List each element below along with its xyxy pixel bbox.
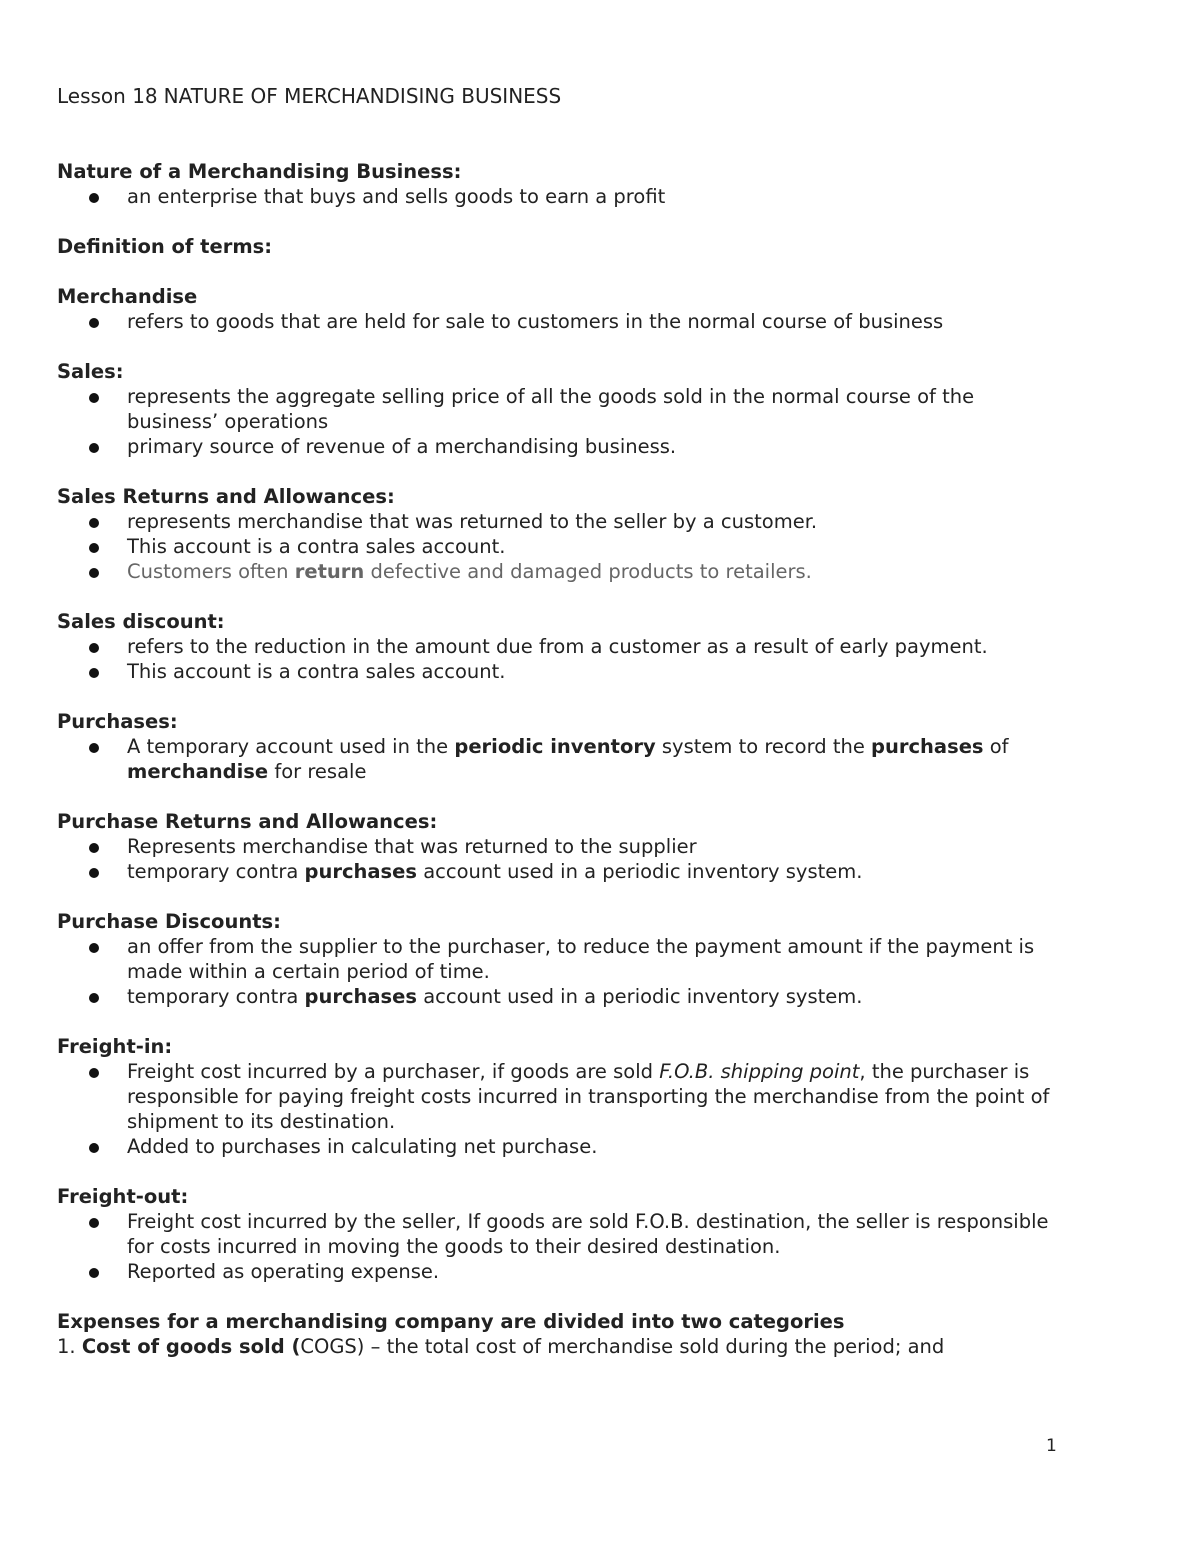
bullet-list-nature <box>57 184 1057 209</box>
bullet-icon <box>89 193 99 203</box>
list-item: temporary contra purchases account used in a periodic inventory system. <box>57 859 1057 884</box>
bullet-list-merchandise <box>57 309 1057 334</box>
section-heading-sales-returns: Sales Returns and Allowances: <box>57 485 395 508</box>
list-item: refers to goods that are held for sale to customers in the normal course of business <box>57 309 1057 334</box>
list-item: Added to purchases in calculating net purchase. <box>57 1134 1057 1159</box>
list-item: Customers often return defective and damaged products to retailers. <box>57 559 1057 584</box>
page-title <box>57 84 1057 109</box>
bullet-icon <box>89 518 99 528</box>
bullet-list-purchase-returns <box>57 834 1057 884</box>
page-content <box>57 84 1057 1359</box>
bullet-icon <box>89 1218 99 1228</box>
section-heading-nature: Nature of a Merchandising Business: <box>57 160 462 183</box>
cogs-line: 1. Cost of goods sold (COGS) – the total cost of merchandise sold during the period; and <box>57 1335 945 1358</box>
bullet-icon <box>89 1068 99 1078</box>
bullet-icon <box>89 743 99 753</box>
lesson-number: Lesson 18 <box>57 84 158 108</box>
list-item: A temporary account used in the periodic inventory system to record the purchases of merchandise for resale <box>57 734 1057 784</box>
bullet-list-sales-returns <box>57 509 1057 584</box>
section-heading-sales: Sales: <box>57 360 124 383</box>
bullet-icon <box>89 568 99 578</box>
list-item: represents the aggregate selling price of all the goods sold in the normal course of the business’ operations <box>57 384 1057 434</box>
bullet-list-sales-discount <box>57 634 1057 684</box>
bullet-list-sales <box>57 384 1057 459</box>
list-item: Freight cost incurred by a purchaser, if goods are sold F.O.B. shipping point, the purchaser is responsible for paying freight costs incurred in transporting the merchandise from the point of shipment to its destination. <box>57 1059 1057 1134</box>
section-heading-definitions: Definition of terms: <box>57 235 273 258</box>
section-heading-purchase-discounts: Purchase Discounts: <box>57 910 281 933</box>
bullet-icon <box>89 1268 99 1278</box>
bullet-icon <box>89 393 99 403</box>
section-heading-freight-out: Freight-out: <box>57 1185 189 1208</box>
section-heading-purchase-returns: Purchase Returns and Allowances: <box>57 810 438 833</box>
section-heading-sales-discount: Sales discount: <box>57 610 225 633</box>
lesson-title: NATURE OF MERCHANDISING BUSINESS <box>163 84 562 108</box>
list-item: primary source of revenue of a merchandising business. <box>57 434 1057 459</box>
list-item: Reported as operating expense. <box>57 1259 1057 1284</box>
bullet-icon <box>89 543 99 553</box>
list-item: temporary contra purchases account used in a periodic inventory system. <box>57 984 1057 1009</box>
list-item: an offer from the supplier to the purchaser, to reduce the payment amount if the payment is made within a certain period of time. <box>57 934 1057 984</box>
list-item: This account is a contra sales account. <box>57 659 1057 684</box>
bullet-icon <box>89 943 99 953</box>
section-heading-expenses: Expenses for a merchandising company are divided into two categories <box>57 1310 845 1333</box>
bullet-icon <box>89 1143 99 1153</box>
bullet-icon <box>89 668 99 678</box>
list-item: an enterprise that buys and sells goods to earn a profit <box>57 184 1057 209</box>
list-item: This account is a contra sales account. <box>57 534 1057 559</box>
section-heading-merchandise: Merchandise <box>57 285 198 308</box>
bullet-list-purchases <box>57 734 1057 784</box>
bullet-list-freight-in <box>57 1059 1057 1159</box>
list-item: Freight cost incurred by the seller, If goods are sold F.O.B. destination, the seller is responsible for costs incurred in moving the goods to their desired destination. <box>57 1209 1057 1259</box>
bullet-icon <box>89 843 99 853</box>
list-item: Represents merchandise that was returned to the supplier <box>57 834 1057 859</box>
bullet-icon <box>89 868 99 878</box>
list-item: refers to the reduction in the amount due from a customer as a result of early payment. <box>57 634 1057 659</box>
bullet-icon <box>89 643 99 653</box>
section-heading-freight-in: Freight-in: <box>57 1035 173 1058</box>
bullet-list-freight-out <box>57 1209 1057 1284</box>
bullet-icon <box>89 443 99 453</box>
bullet-list-purchase-discounts <box>57 934 1057 1009</box>
bullet-icon <box>89 993 99 1003</box>
section-heading-purchases: Purchases: <box>57 710 178 733</box>
bullet-icon <box>89 318 99 328</box>
page-number: 1 <box>1046 1436 1057 1456</box>
list-item: represents merchandise that was returned to the seller by a customer. <box>57 509 1057 534</box>
